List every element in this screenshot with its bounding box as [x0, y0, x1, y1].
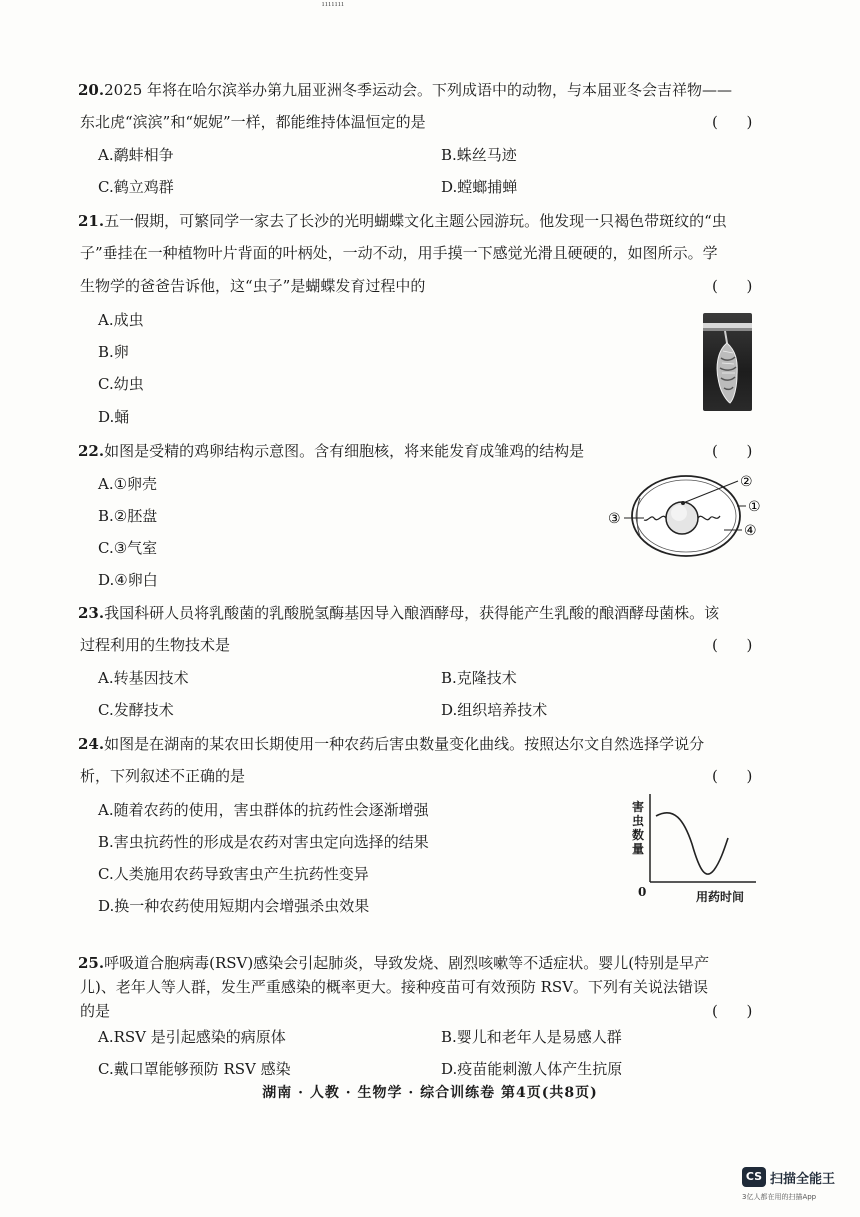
q24-answer-paren: ( )	[712, 767, 753, 785]
q22-option-c: C.③气室	[98, 539, 158, 557]
q22-number: 22.	[78, 442, 105, 460]
q22-option-b: B.②胚盘	[98, 507, 158, 525]
q23-option-b: B.克隆技术	[441, 669, 517, 687]
q24-option-a: A.随着农药的使用，害虫群体的抗药性会逐渐增强	[98, 801, 429, 819]
q24-option-c: C.人类施用农药导致害虫产生抗药性变异	[98, 865, 369, 883]
pest-count-curve-graph	[644, 792, 764, 888]
page-footer: 湖南 · 人教 · 生物学 · 综合训练卷 第4页(共8页)	[262, 1085, 598, 1101]
camscanner-tagline: 3亿人都在用的扫描App	[742, 1193, 817, 1201]
q21-line-2: 子”垂挂在一种植物叶片背面的叶柄处，一动不动，用手摸一下感觉光滑且硬硬的，如图所示。学	[80, 244, 718, 262]
q22-option-a: A.①卵壳	[98, 475, 158, 493]
q20-option-a: A.鹬蚌相争	[98, 146, 174, 164]
graph-origin-label: 0	[638, 885, 647, 899]
q21-option-c: C.幼虫	[98, 375, 144, 393]
label-2: ②	[740, 474, 753, 490]
q21-option-a: A.成虫	[98, 311, 144, 329]
camscanner-name: 扫描全能王	[770, 1172, 836, 1187]
q22-answer-paren: ( )	[712, 442, 753, 460]
q24-line-1: 24.如图是在湖南的某农田长期使用一种农药后害虫数量变化曲线。按照达尔文自然选择学说分	[78, 735, 705, 753]
q21-answer-paren: ( )	[712, 277, 753, 295]
q21-option-b: B.卵	[98, 343, 129, 361]
label-3: ③	[608, 511, 621, 527]
q23-answer-paren: ( )	[712, 636, 753, 654]
q23-line-1: 23.我国科研人员将乳酸菌的乳酸脱氢酶基因导入酿酒酵母，获得能产生乳酸的酿酒酵母菌株。该	[78, 604, 720, 622]
label-1: ①	[748, 499, 761, 515]
q23-option-a: A.转基因技术	[98, 669, 189, 687]
q21-option-d: D.蛹	[98, 408, 130, 426]
q25-line-3: 的是	[80, 1002, 111, 1020]
q25-option-d: D.疫苗能刺激人体产生抗原	[441, 1060, 623, 1078]
q21-line-3: 生物学的爸爸告诉他，这“虫子”是蝴蝶发育过程中的	[80, 277, 426, 295]
q24-line-2: 析，下列叙述不正确的是	[80, 767, 246, 785]
q24-option-d: D.换一种农药使用短期内会增强杀虫效果	[98, 897, 370, 915]
graph-y-label: 害虫数量	[632, 800, 645, 856]
camscanner-logo-icon: CS	[742, 1167, 766, 1187]
q25-option-b: B.婴儿和老年人是易感人群	[441, 1028, 622, 1046]
pest-count-curve	[656, 813, 728, 874]
q23-line-2: 过程利用的生物技术是	[80, 636, 231, 654]
graph-x-label: 用药时间	[696, 890, 745, 904]
chrysalis-photo	[703, 313, 752, 411]
q25-option-a: A.RSV 是引起感染的病原体	[98, 1028, 286, 1046]
q23-option-d: D.组织培养技术	[441, 701, 548, 719]
q20-line-2: 东北虎“滨滨”和“妮妮”一样，都能维持体温恒定的是	[80, 113, 426, 131]
chrysalis-image	[703, 313, 752, 411]
label-4: ④	[744, 523, 757, 539]
q22-option-d: D.④卵白	[98, 571, 158, 589]
q24-number: 24.	[78, 735, 105, 753]
q25-number: 25.	[78, 954, 105, 972]
q25-line-1: 25.呼吸道合胞病毒(RSV)感染会引起肺炎，导致发烧、剧烈咳嗽等不适症状。婴儿(特别是早产	[78, 954, 710, 972]
q25-line-2: 儿)、老年人等人群，发生严重感染的概率更大。接种疫苗可有效预防 RSV。下列有关说法错误	[80, 978, 709, 996]
q24-option-b: B.害虫抗药性的形成是农药对害虫定向选择的结果	[98, 833, 429, 851]
q20-answer-paren: ( )	[712, 113, 753, 131]
camscanner-watermark	[742, 1167, 842, 1207]
q22-line-1: 22.如图是受精的鸡卵结构示意图。含有细胞核，将来能发育成雏鸡的结构是	[78, 442, 585, 460]
q21-line-1: 21.五一假期，可繁同学一家去了长沙的光明蝴蝶文化主题公园游玩。他发现一只褐色带斑纹的“虫	[78, 212, 727, 230]
q25-answer-paren: ( )	[712, 1002, 753, 1020]
q23-number: 23.	[78, 604, 105, 622]
page-top-mark: ııııııı	[322, 0, 345, 8]
egg-structure-diagram	[606, 468, 766, 574]
q20-option-d: D.螳螂捕蝉	[441, 178, 518, 196]
q23-option-c: C.发酵技术	[98, 701, 174, 719]
q20-option-b: B.蛛丝马迹	[441, 146, 517, 164]
q21-number: 21.	[78, 212, 105, 230]
q25-option-c: C.戴口罩能够预防 RSV 感染	[98, 1060, 291, 1078]
q20-line-1: 20.2025 年将在哈尔滨举办第九届亚洲冬季运动会。下列成语中的动物，与本届亚冬会吉祥物——	[78, 81, 733, 99]
q20-number: 20.	[78, 81, 105, 99]
q20-option-c: C.鹤立鸡群	[98, 178, 174, 196]
